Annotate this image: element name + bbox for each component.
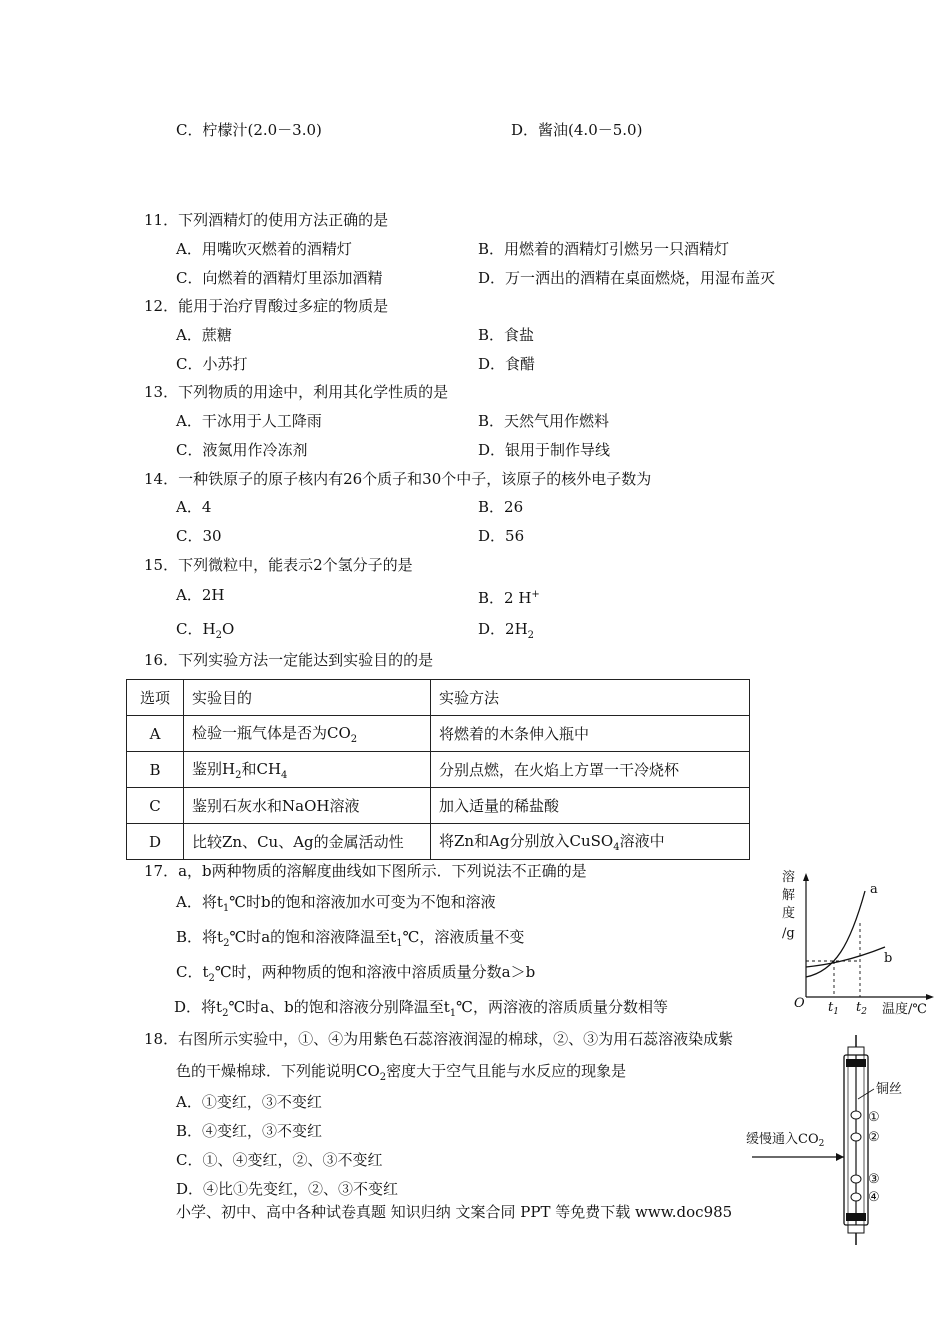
- q14-option-a: A．4: [176, 498, 212, 516]
- row-purpose: 检验一瓶气体是否为$CO_2$: [184, 716, 431, 752]
- experiment-table: [126, 679, 750, 860]
- q12-option-b: B．食盐: [478, 326, 535, 344]
- co2-inlet-label: 缓慢通入$CO_2$: [746, 1132, 825, 1149]
- co2-inlet-arrow: [836, 1153, 844, 1161]
- graph-origin: O: [794, 996, 805, 1011]
- row-method: 加入适量的稀盐酸: [431, 788, 750, 824]
- q18-option-b: B．④变红，③不变红: [176, 1122, 323, 1140]
- graph-y-arrow: [803, 873, 809, 881]
- q18-stem-line1: 18．右图所示实验中，①、④为用紫色石蕊溶液润湿的棉球，②、③为用石蕊溶液染成紫: [144, 1030, 734, 1048]
- table-row: [127, 752, 750, 788]
- curve-b: [806, 947, 885, 967]
- graph-ylabel-2: 解: [782, 888, 796, 903]
- row-option: C: [127, 788, 184, 824]
- q17-option-b: B．将$t_2℃$时a的饱和溶液降温至$t_1℃$，溶液质量不变: [176, 928, 525, 949]
- row-method: 将Zn和Ag分别放入CuSO$_4$溶液中: [431, 824, 750, 860]
- graph-ylabel-4: /g: [782, 926, 795, 941]
- ball-label-1: ①: [868, 1110, 880, 1125]
- co2-apparatus: [740, 1033, 940, 1249]
- copper-wire-label: 铜丝: [876, 1082, 903, 1097]
- q11-stem: 11．下列酒精灯的使用方法正确的是: [144, 211, 389, 229]
- cotton-ball-3: [851, 1175, 861, 1183]
- row-purpose: 鉴别$H_2$和$CH_4$: [184, 752, 431, 788]
- row-method: 分别点燃，在火焰上方罩一干冷烧杯: [431, 752, 750, 788]
- q18-stem-line2: 色的干燥棉球．下列能说明$CO_2$密度大于空气且能与水反应的现象是: [176, 1062, 627, 1083]
- graph-t2-label: $t_2$: [856, 1000, 867, 1017]
- q14-stem: 14．一种铁原子的原子核内有26个质子和30个中子，该原子的核外电子数为: [144, 470, 652, 488]
- q13-option-a: A．干冰用于人工降雨: [176, 412, 322, 430]
- table-row: [127, 716, 750, 752]
- q13-option-d: D．银用于制作导线: [478, 441, 611, 459]
- row-option: A: [127, 716, 184, 752]
- q12-option-a: A．蔗糖: [176, 326, 232, 344]
- q15-option-a: A．2H: [176, 586, 225, 604]
- header-option: 选项: [127, 680, 184, 716]
- cotton-ball-1: [851, 1111, 861, 1119]
- q16-stem: 16．下列实验方法一定能达到实验目的的是: [144, 651, 434, 669]
- q11-option-b: B．用燃着的酒精灯引燃另一只酒精灯: [478, 240, 730, 258]
- graph-t1-label: $t_1$: [828, 1000, 839, 1017]
- graph-ylabel-1: 溶: [782, 870, 796, 885]
- q12-option-d: D．食醋: [478, 355, 536, 373]
- tube-top-stopper: [848, 1047, 864, 1055]
- cotton-ball-2: [851, 1133, 861, 1141]
- q15-option-c: C．$H_2O$: [176, 620, 235, 641]
- table-row: [127, 788, 750, 824]
- q14-option-c: C．30: [176, 527, 222, 545]
- solubility-graph: [780, 865, 945, 1025]
- tube-bottom-cap: [846, 1213, 866, 1221]
- q15-option-b: B．2 H+: [478, 589, 540, 607]
- q14-option-d: D．56: [478, 527, 525, 545]
- q10-option-c: C．柠檬汁(2.0－3.0): [176, 121, 322, 139]
- row-purpose: 鉴别石灰水和NaOH溶液: [184, 788, 431, 824]
- table-header-row: [127, 680, 750, 716]
- q12-stem: 12．能用于治疗胃酸过多症的物质是: [144, 297, 389, 315]
- curve-a: [806, 891, 865, 977]
- q11-option-a: A．用嘴吹灭燃着的酒精灯: [176, 240, 352, 258]
- q13-stem: 13．下列物质的用途中，利用其化学性质的是: [144, 383, 449, 401]
- q12-option-c: C．小苏打: [176, 355, 248, 373]
- q18-option-d: D．④比①先变红，②、③不变红: [176, 1180, 399, 1198]
- tube-bottom-stopper: [848, 1225, 864, 1233]
- curve-a-label: a: [870, 882, 878, 897]
- header-purpose: 实验目的: [184, 680, 431, 716]
- q18-option-c: C．①、④变红，②、③不变红: [176, 1151, 383, 1169]
- q13-option-b: B．天然气用作燃料: [478, 412, 610, 430]
- ball-label-3: ③: [868, 1172, 880, 1187]
- curve-b-label: b: [884, 951, 893, 966]
- q11-option-d: D．万一洒出的酒精在桌面燃烧，用湿布盖灭: [478, 269, 776, 287]
- graph-xlabel: 温度/℃: [882, 1002, 927, 1017]
- q17-option-a: A．将$t_1℃$时b的饱和溶液加水可变为不饱和溶液: [176, 893, 496, 914]
- header-method: 实验方法: [431, 680, 750, 716]
- graph-ylabel-3: 度: [782, 906, 796, 921]
- q17-option-d: D．将$t_2℃$时a、b的饱和溶液分别降温至$t_1℃$，两溶液的溶质质量分数相等: [174, 998, 668, 1019]
- row-purpose: 比较Zn、Cu、Ag的金属活动性: [184, 824, 431, 860]
- q15-stem: 15．下列微粒中，能表示2个氢分子的是: [144, 556, 413, 574]
- graph-x-arrow: [926, 994, 934, 1000]
- cotton-ball-4: [851, 1193, 861, 1201]
- q15-option-d: D．$2H_2$: [478, 620, 535, 641]
- table-row: [127, 824, 750, 860]
- row-option: D: [127, 824, 184, 860]
- ball-label-4: ④: [868, 1190, 880, 1205]
- q14-option-b: B．26: [478, 498, 524, 516]
- row-method: 将燃着的木条伸入瓶中: [431, 716, 750, 752]
- ball-label-2: ②: [868, 1130, 880, 1145]
- q13-option-c: C．液氮用作冷冻剂: [176, 441, 308, 459]
- tube-top-cap: [846, 1059, 866, 1067]
- q17-stem: 17．a，b两种物质的溶解度曲线如下图所示．下列说法不正确的是: [144, 862, 587, 880]
- q18-option-a: A．①变红，③不变红: [176, 1093, 322, 1111]
- q17-option-c: C．$t_2℃$时，两种物质的饱和溶液中溶质质量分数a＞b: [176, 963, 536, 984]
- row-option: B: [127, 752, 184, 788]
- footer-text: 小学、初中、高中各种试卷真题 知识归纳 文案合同 PPT 等免费下载 www.doc985: [176, 1203, 733, 1221]
- q11-option-c: C．向燃着的酒精灯里添加酒精: [176, 269, 383, 287]
- q10-option-d: D．酱油(4.0－5.0): [511, 121, 643, 139]
